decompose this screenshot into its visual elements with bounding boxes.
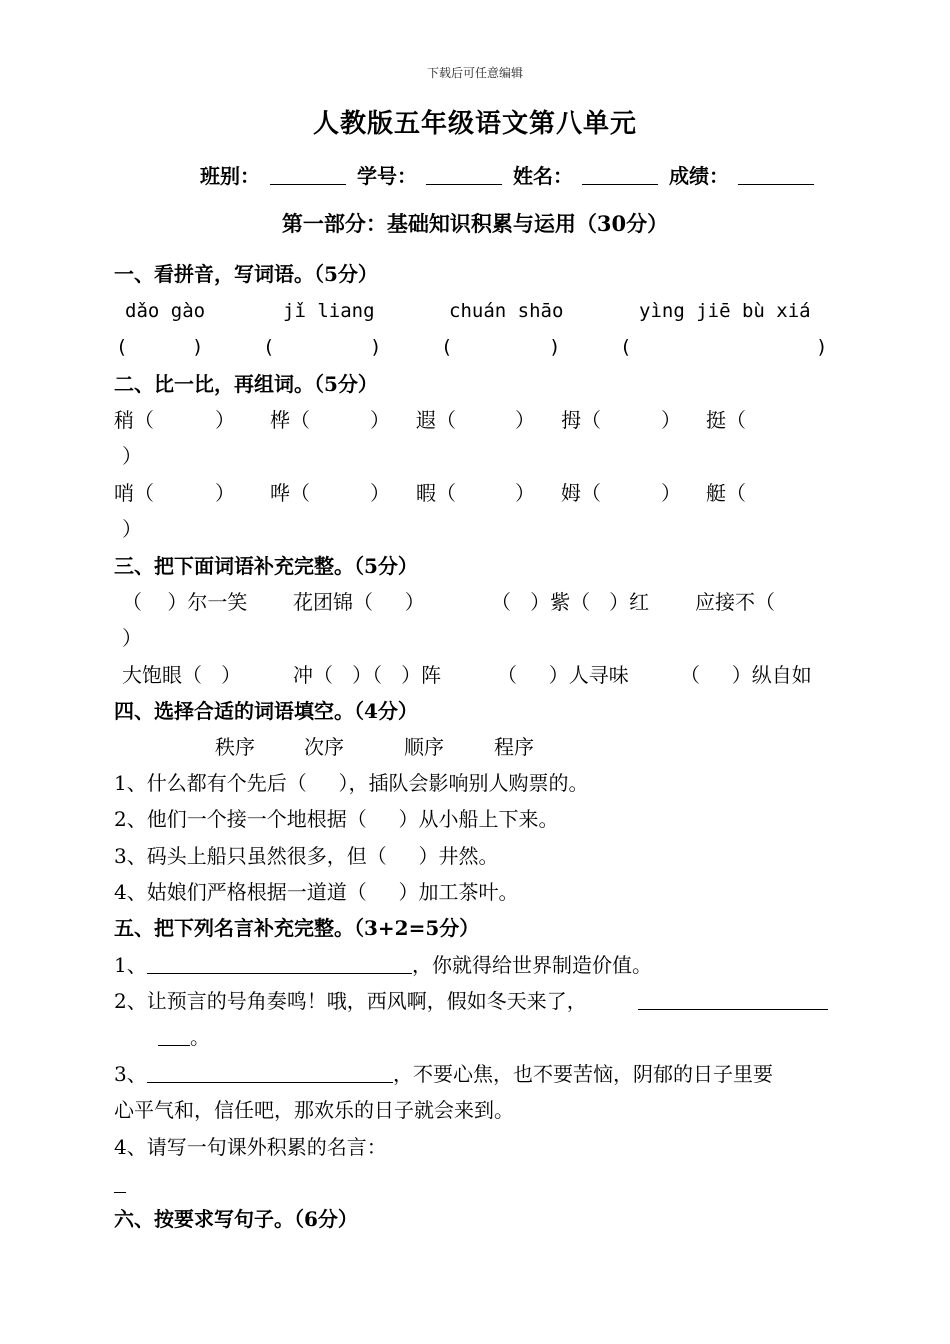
compare-item: 遐（: [416, 408, 456, 432]
idiom-item: （ ）人寻味: [497, 663, 629, 687]
number-blank[interactable]: [426, 184, 502, 185]
bracket-close: ）: [661, 408, 681, 432]
quote4-blank[interactable]: [114, 1192, 126, 1193]
bracket-close: ）: [370, 408, 390, 432]
compare-item: 艇（: [706, 481, 746, 505]
bracket-close: ）: [515, 408, 535, 432]
idiom-item: （ ）紫（ ）红: [491, 590, 650, 614]
name-label: 姓名：: [513, 164, 573, 188]
compare-item: 哨（: [114, 481, 154, 505]
section4-title: 四、选择合适的词语填空。（4分）: [114, 699, 418, 723]
bracket-close: ）: [515, 481, 535, 505]
idiom-item: 应接不（: [695, 590, 775, 614]
quote2-blank[interactable]: [638, 1009, 828, 1010]
quote2-text: 2、让预言的号角奏鸣！哦，西风啊，假如冬天来了，: [114, 989, 587, 1013]
idiom-item: 冲（ ）（ ）阵: [293, 663, 442, 687]
bracket-close-4: ): [816, 336, 828, 358]
quote2-blank-cont[interactable]: [158, 1045, 190, 1046]
quote3-text: ，不要心焦，也不要苦恼，阴郁的日子里要: [393, 1062, 773, 1086]
compare-item: 暇（: [416, 481, 456, 505]
class-blank[interactable]: [270, 184, 346, 185]
number-label: 学号：: [357, 164, 417, 188]
quote3-cont: 心平气和，信任吧，那欢乐的日子就会来到。: [114, 1098, 514, 1122]
bracket-close: ）: [122, 626, 142, 650]
bracket-close: ）: [215, 481, 235, 505]
bracket-close-2: ): [370, 336, 382, 358]
pinyin-2: jǐ liang: [283, 300, 375, 322]
compare-item: 挺（: [706, 408, 746, 432]
fill-item-3: 3、码头上船只虽然很多，但（ ）井然。: [114, 844, 499, 868]
quote1-text: ，你就得给世界制造价值。: [412, 953, 652, 977]
pinyin-4: yìng jiē bù xiá: [639, 300, 811, 322]
bracket-close: ）: [122, 444, 142, 468]
bracket-close: ）: [215, 408, 235, 432]
idiom-item: 大饱眼（ ）: [122, 663, 242, 687]
bracket-close-3: ): [549, 336, 561, 358]
pinyin-3: chuán shāo: [449, 300, 564, 322]
compare-item: 桦（: [270, 408, 310, 432]
page-title: 人教版五年级语文第八单元: [312, 109, 637, 139]
class-label: 班别：: [200, 164, 260, 188]
idiom-item: 花团锦（ ）: [293, 590, 425, 614]
bracket-open-2: (: [263, 336, 275, 358]
idiom-item: （ ）尔一笑: [122, 590, 248, 614]
quote1-num: 1、: [114, 953, 147, 977]
section6-title: 六、按要求写句子。（6分）: [114, 1207, 358, 1231]
fill-item-1: 1、什么都有个先后（ ），插队会影响别人购票的。: [114, 771, 589, 795]
section3-title: 三、把下面词语补充完整。（5分）: [114, 554, 418, 578]
score-label: 成绩：: [669, 164, 729, 188]
bracket-close: ）: [122, 517, 142, 541]
compare-item: 拇（: [561, 408, 601, 432]
section5-title: 五、把下列名言补充完整。（3+2=5分）: [114, 916, 480, 940]
bracket-close: ）: [661, 481, 681, 505]
fill-item-4: 4、姑娘们严格根据一道道（ ）加工茶叶。: [114, 880, 519, 904]
bracket-close-1: ): [192, 336, 204, 358]
section2-title: 二、比一比，再组词。（5分）: [114, 372, 378, 396]
score-blank[interactable]: [738, 184, 814, 185]
choice-word: 秩序: [215, 735, 255, 759]
compare-item: 稍（: [114, 408, 154, 432]
download-note: 下载后可任意编辑: [426, 66, 523, 80]
fill-item-2: 2、他们一个接一个地根据（ ）从小船上下来。: [114, 807, 559, 831]
quote4-text: 4、请写一句课外积累的名言：: [114, 1135, 387, 1159]
bracket-open-3: (: [441, 336, 453, 358]
quote3-blank[interactable]: [147, 1082, 393, 1083]
part-heading: 第一部分：基础知识积累与运用（30分）: [281, 211, 669, 236]
quote2-tail: 。: [190, 1025, 210, 1049]
quote3-num: 3、: [114, 1062, 147, 1086]
quote1-blank[interactable]: [147, 973, 412, 974]
bracket-open-1: (: [116, 336, 128, 358]
compare-item: 哗（: [270, 481, 310, 505]
choice-word: 程序: [494, 735, 534, 759]
bracket-open-4: (: [620, 336, 632, 358]
name-blank[interactable]: [582, 184, 658, 185]
choice-word: 次序: [304, 735, 344, 759]
pinyin-1: dǎo gào: [125, 300, 206, 322]
bracket-close: ）: [370, 481, 390, 505]
section1-title: 一、看拼音，写词语。（5分）: [114, 262, 378, 286]
compare-item: 姆（: [561, 481, 601, 505]
choice-word: 顺序: [404, 735, 444, 759]
idiom-item: （ ）纵自如: [680, 663, 812, 687]
